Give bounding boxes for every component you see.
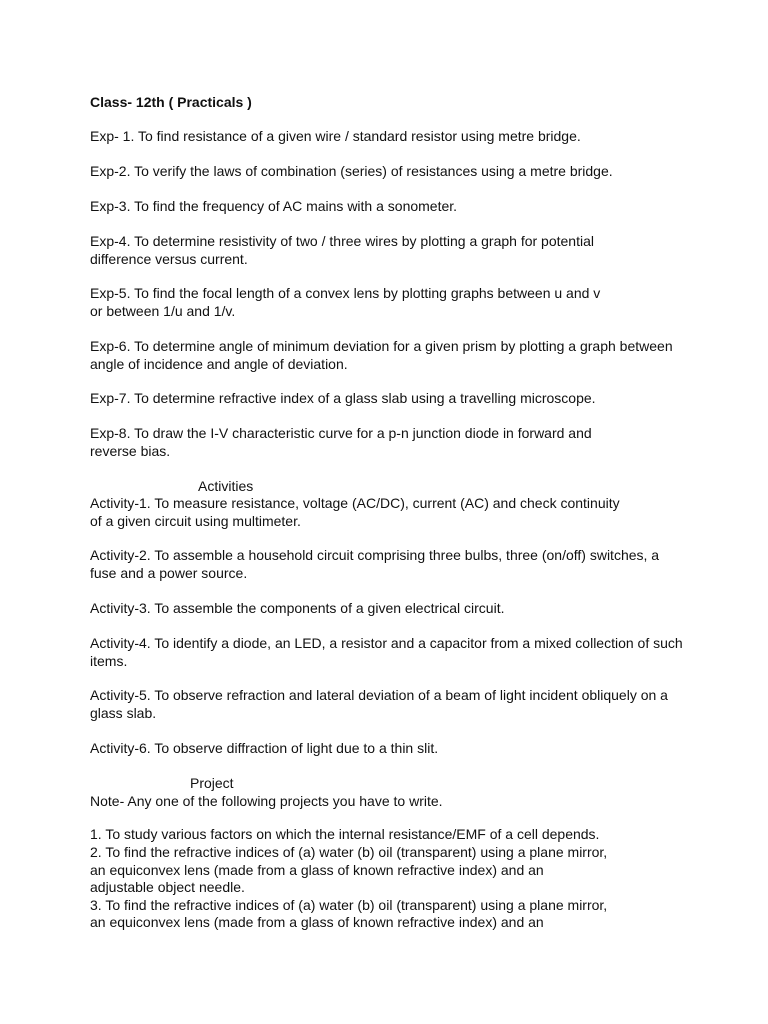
experiment-6-line-1: Exp-6. To determine angle of minimum deviation for a given prism by plotting a graph between: [90, 338, 673, 354]
experiment-6-line-2: angle of incidence and angle of deviation.: [90, 356, 348, 372]
experiment-5-line-2: or between 1/u and 1/v.: [90, 303, 236, 319]
experiment-7-line-1: Exp-7. To determine refractive index of a glass slab using a travelling microscope.: [90, 390, 596, 406]
experiment-3-line-1: Exp-3. To find the frequency of AC mains with a sonometer.: [90, 198, 458, 214]
project-line-5: 3. To find the refractive indices of (a) water (b) oil (transparent) using a plane mirror,: [90, 897, 608, 913]
experiment-5-line-1: Exp-5. To find the focal length of a convex lens by plotting graphs between u and v: [90, 285, 601, 301]
project-line-2: 2. To find the refractive indices of (a) water (b) oil (transparent) using a plane mirror,: [90, 844, 608, 860]
document-title: Class- 12th ( Practicals ): [90, 94, 252, 110]
experiment-8-line-1: Exp-8. To draw the I-V characteristic curve for a p-n junction diode in forward and: [90, 425, 592, 441]
activity-2-line-1: Activity-2. To assemble a household circuit comprising three bulbs, three (on/off) switches, a: [90, 547, 660, 563]
activity-4-line-1: Activity-4. To identify a diode, an LED, a resistor and a capacitor from a mixed collection of such: [90, 635, 683, 651]
activity-5-line-1: Activity-5. To observe refraction and lateral deviation of a beam of light incident obliquely on a: [90, 687, 668, 703]
activity-2-line-2: fuse and a power source.: [90, 565, 248, 581]
activity-4-line-2: items.: [90, 653, 128, 669]
project-line-3: an equiconvex lens (made from a glass of known refractive index) and an: [90, 862, 544, 878]
project-heading: Project: [190, 775, 234, 791]
experiment-8-line-2: reverse bias.: [90, 443, 171, 459]
experiment-4-line-1: Exp-4. To determine resistivity of two / three wires by plotting a graph for potential: [90, 233, 594, 249]
project-line-6: an equiconvex lens (made from a glass of known refractive index) and an: [90, 914, 544, 930]
activities-heading: Activities: [198, 478, 254, 494]
experiment-1-line-1: Exp- 1. To find resistance of a given wire / standard resistor using metre bridge.: [90, 128, 581, 144]
project-line-4: adjustable object needle.: [90, 879, 245, 895]
activity-6-line-1: Activity-6. To observe diffraction of light due to a thin slit.: [90, 740, 439, 756]
project-note: Note- Any one of the following projects you have to write.: [90, 793, 443, 809]
activity-5-line-2: glass slab.: [90, 705, 157, 721]
activity-1-line-2: of a given circuit using multimeter.: [90, 513, 301, 529]
activity-1-line-1: Activity-1. To measure resistance, voltage (AC/DC), current (AC) and check continuity: [90, 495, 620, 511]
experiment-2-line-1: Exp-2. To verify the laws of combination (series) of resistances using a metre bridge.: [90, 163, 613, 179]
activity-3-line-1: Activity-3. To assemble the components of a given electrical circuit.: [90, 600, 505, 616]
project-line-1: 1. To study various factors on which the internal resistance/EMF of a cell depends.: [90, 826, 600, 842]
experiment-4-line-2: difference versus current.: [90, 251, 248, 267]
